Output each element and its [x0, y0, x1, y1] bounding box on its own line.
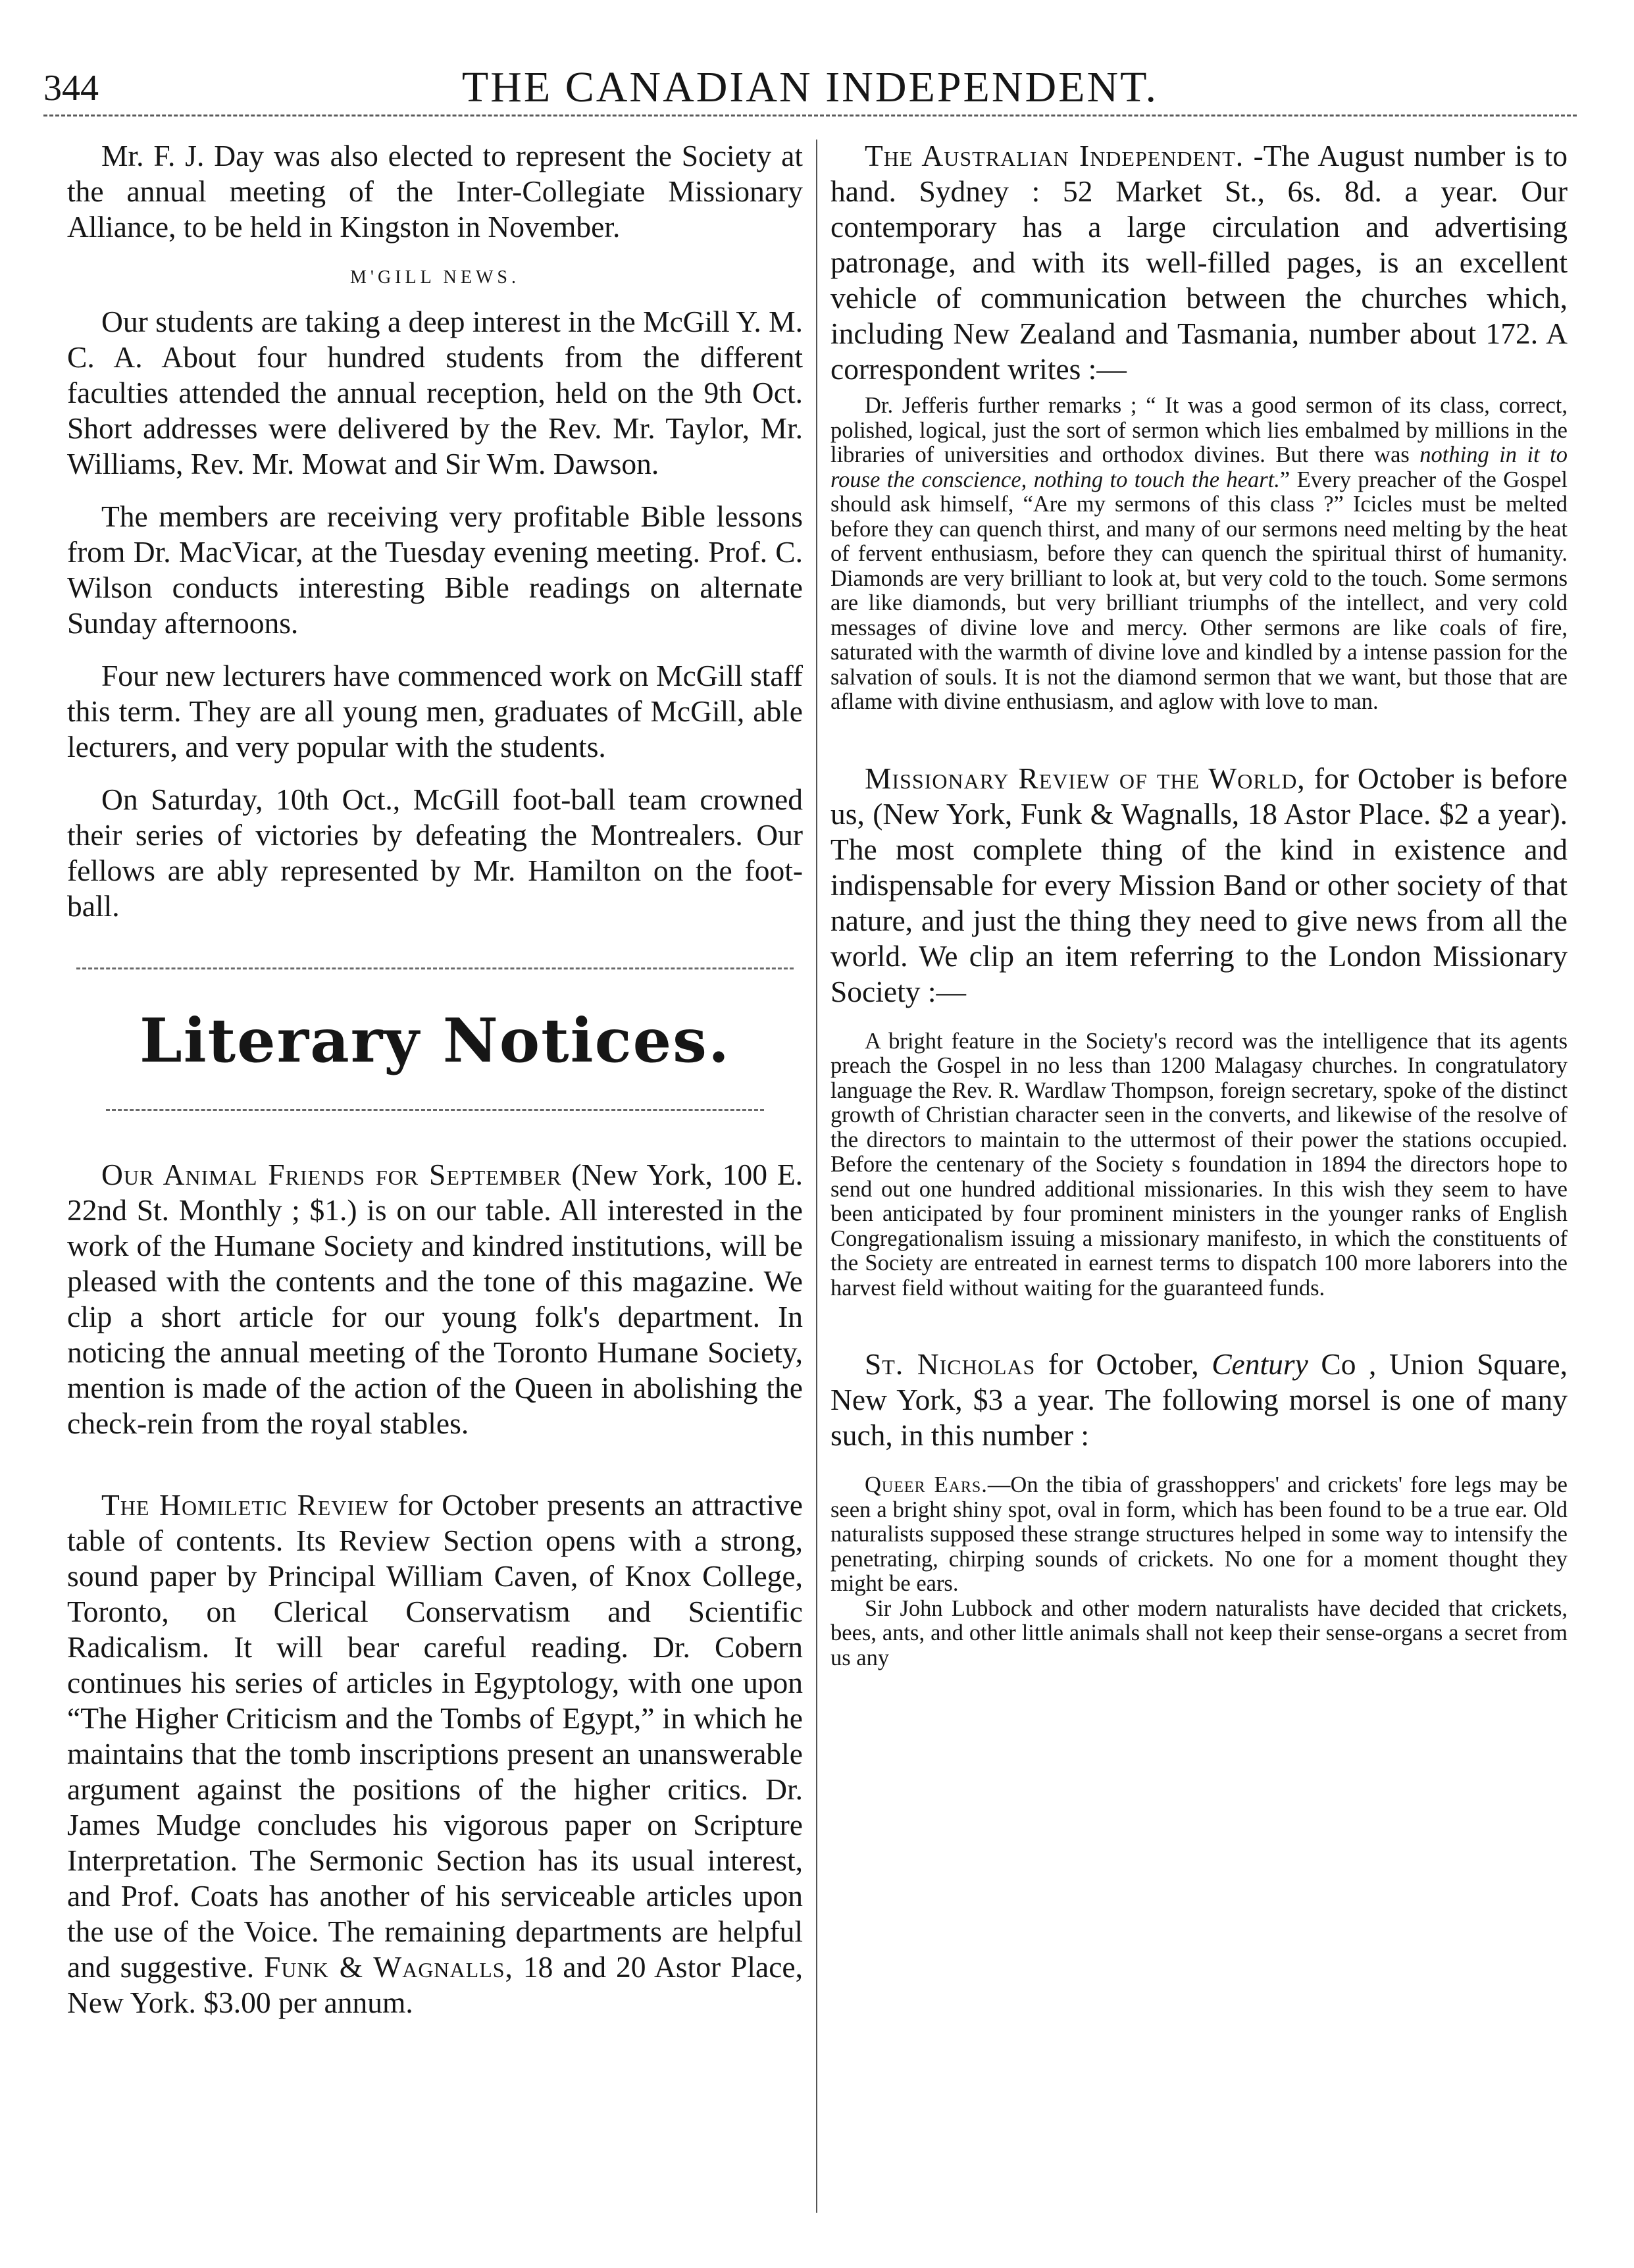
australian-independent-notice — [830, 138, 1568, 387]
column-divider — [816, 140, 817, 2213]
mcgill-news-heading: M'GILL NEWS. — [350, 267, 520, 288]
animal-friends-title: Our Animal Friends for September — [101, 1158, 562, 1191]
homiletic-review-notice — [67, 1487, 803, 2021]
running-head: THE CANADIAN INDEPENDENT. — [461, 63, 1159, 111]
lubbock-paragraph: Sir John Lubbock and other modern naturalists have decided that crickets, bees, ants, and other little animals shall not keep their sense-organs a secret from us any — [830, 1595, 1568, 1670]
day-paragraph: Mr. F. J. Day was also elected to represent the Society at the annual meeting of the Inter-Collegiate Missionary Alliance, to be held in Kingston in November. — [67, 139, 803, 244]
australian-body: -The August number is to hand. Sydney : 52 Market St., 6s. 8d. a year. Our contemporary has a large circulation and advertising patronage, and with its well-filled pages, is an excellent vehicle of communication between the churches which, including New Zealand and Tasmania, number about 172. A correspondent writes :— — [830, 139, 1568, 386]
jefferis-quote-a: Dr. Jefferis further remarks ; “ It was a good sermon of its class, correct, polished, logical, just the sort of sermon which lies embalmed by millions in the libraries of universities and orthodox divines. But there was — [830, 393, 1568, 467]
mcgill-paragraph-4: On Saturday, 10th Oct., McGill foot-ball team crowned their series of victories by defeating the Montrealers. Our fellows are ably represented by Mr. Hamilton on the foot-ball. — [67, 783, 803, 923]
st-nicholas-body-2: Co , Union Square, New York, $3 a year. The following morsel is one of many such, in this number : — [830, 1347, 1568, 1452]
page-header — [43, 38, 1577, 111]
section-separator-top — [76, 967, 794, 969]
missionary-society-quote: A bright feature in the Society's record was the intelligence that its agents preach the Gospel in no less than 1200 Malagasy churches. In congratulatory language the Rev. R. Wardlaw Thompson, foreign secretary, spoke of the distinct growth of Christian character seen in the converts, and likewise of the resolve of the directors to maintain to the uttermost of their power the stations occupied. Before the centenary of the Society s foundation in 1894 the directors hope to send out one hundred additional missionaries. In this wish they seem to have been anticipated by four prominent ministers in the younger ranks of English Congregationalism issuing a missionary manifesto, in which the constituents of the Society are entreated in earnest terms to dispatch 100 more laborers into the harvest field without waiting for the guaranteed funds. — [830, 1028, 1568, 1301]
queer-ears-paragraph — [830, 1473, 1568, 1597]
jefferis-quote-b: ” Every preacher of the Gospel should ask himself, “Are my sermons of this class ?” Icicles must be melted before they can quench thirst, and many of our sermons need melting by the heat of fervent enthusiasm, before they can quench the spiritual thirst of humanity. Diamonds are very brilliant to look at, but very cold to the touch. Some sermons are like diamonds, but very brilliant triumphs of the intellect, and very cold messages of divine love and mercy. Other sermons are like coals of fire, saturated with the warmth of divine love and kindled by a intense passion for the salvation of souls. It is not the diamond sermon that we want, but those that are aflame with divine enthusiasm, and aglow with love to man. — [830, 467, 1568, 714]
jefferis-quote-italic: nothing in it to rouse the conscience, nothing to touch the heart. — [830, 442, 1568, 492]
homiletic-title: The Homiletic Review — [101, 1488, 389, 1522]
mcgill-paragraph-3: Four new lecturers have commenced work on McGill staff this term. They are all young men, graduates of McGill, able lecturers, and very popular with the students. — [67, 659, 803, 763]
mcgill-paragraph-2: The members are receiving very profitable Bible lessons from Dr. MacVicar, at the Tuesday evening meeting. Prof. C. Wilson conducts interesting Bible readings on alternate Sunday afternoons. — [67, 500, 803, 640]
st-nicholas-notice — [830, 1347, 1568, 1453]
animal-friends-notice — [67, 1157, 803, 1441]
st-nicholas-italic: Century — [1212, 1347, 1308, 1381]
missionary-title: Missionary Review of the World, — [865, 761, 1306, 795]
missionary-body: for October is before us, (New York, Funk & Wagnalls, 18 Astor Place. $2 a year). The most complete thing of the kind in existence and indispensable for every Mission Band or other society of that nature, and just the thing they need to give news from all the world. We clip an item referring to the London Missionary Society :— — [830, 761, 1568, 1008]
st-nicholas-body-1: for October, — [1035, 1347, 1212, 1381]
page-number: 344 — [43, 68, 99, 109]
mcgill-paragraph-1: Our students are taking a deep interest in the McGill Y. M. C. A. About four hundred students from the different faculties attended the annual reception, held on the 9th Oct. Short addresses were delivered by the Rev. Mr. Taylor, Mr. Williams, Rev. Mr. Mowat and Sir Wm. Dawson. — [67, 305, 803, 480]
homiletic-body: for October presents an attractive table of contents. Its Review Section opens with a strong, sound paper by Principal William Caven, of Knox College, Toronto, on Clerical Conservatism and Scientific Radicalism. It will bear careful reading. Dr. Cobern continues his series of articles in Egyptology, with one upon “The Higher Criticism and the Tombs of Egypt,” in which he maintains that the tomb inscriptions present an unanswerable argument against the positions of the higher critics. Dr. James Mudge concludes his vigorous paper on Scripture Interpretation. The Sermonic Section has its usual interest, and Prof. Coats has another of his serviceable articles upon the use of the Voice. The remaining departments are helpful and suggestive. — [67, 1488, 803, 1984]
jefferis-quote — [830, 394, 1568, 715]
missionary-review-notice — [830, 761, 1568, 1010]
queer-ears-body: —On the tibia of grasshoppers' and crickets' fore legs may be seen a bright shiny spot, oval in form, which has been found to be a true ear. Old naturalists supposed these strange structures helped in some way to intensify the penetrating, chirping sounds of crickets. No one for a moment thought they might be ears. — [830, 1472, 1568, 1596]
section-separator-bottom — [106, 1109, 764, 1111]
right-column — [830, 138, 1568, 1670]
section-title: Literary Notices. — [140, 1005, 730, 1076]
australian-title: The Australian Independent. — [865, 139, 1244, 172]
left-column — [67, 138, 803, 2021]
st-nicholas-title: St. Nicholas — [865, 1347, 1036, 1381]
animal-friends-body: (New York, 100 E. 22nd St. Monthly ; $1.) is on our table. All interested in the work of the Humane Society and kindred institutions, will be pleased with the contents and the tone of this magazine. We clip a short article for our young folk's department. In noticing the annual meeting of the Toronto Humane Society, mention is made of the action of the Queen in abolishing the check-rein from the royal stables. — [67, 1158, 803, 1440]
homiletic-publisher: Funk & Wagnalls, — [264, 1950, 513, 1984]
header-rule — [43, 115, 1577, 116]
homiletic-tail: 18 and 20 Astor Place, New York. $3.00 per annum. — [67, 1950, 803, 2019]
queer-ears-title: Queer Ears. — [865, 1472, 988, 1497]
